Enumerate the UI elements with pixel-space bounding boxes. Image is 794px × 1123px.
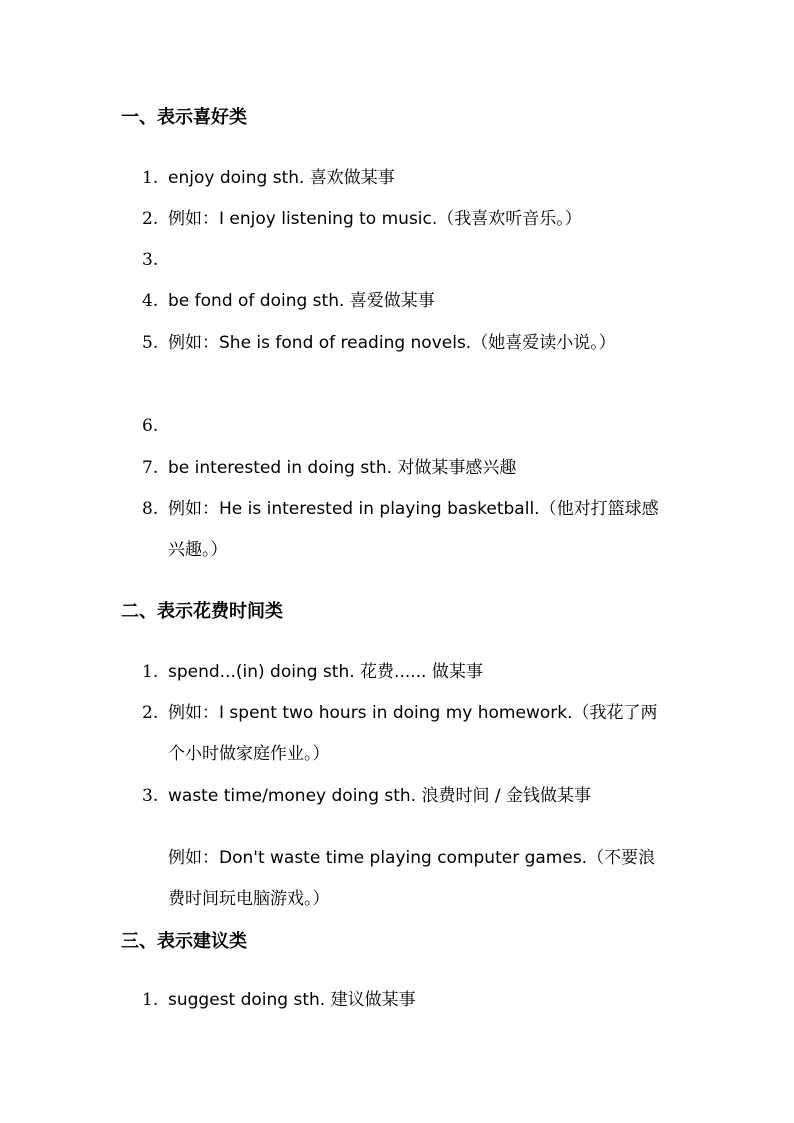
list-text: 例如：She is fond of reading novels.（她喜爱读小说。）	[168, 333, 616, 353]
list-number: 6.	[142, 416, 159, 436]
list-item	[142, 199, 672, 240]
list-item	[142, 776, 672, 817]
list-item	[142, 158, 672, 199]
section-heading-preferences: 一、表示喜好类	[121, 107, 247, 128]
list-number: 1.	[142, 662, 159, 682]
list-number: 8.	[142, 499, 159, 519]
list-text: enjoy doing sth. 喜欢做某事	[168, 168, 395, 188]
list-text: 例如：He is interested in playing basketball.（他对打篮球感兴趣。）	[168, 499, 659, 560]
list-text: 例如：I spent two hours in doing my homework.（我花了两个小时做家庭作业。）	[168, 703, 658, 764]
list-number: 3.	[142, 786, 159, 806]
list-number: 3.	[142, 250, 159, 270]
list-item	[142, 323, 672, 364]
list-item	[142, 980, 672, 1021]
list-number: 1.	[142, 168, 159, 188]
list-text: suggest doing sth. 建议做某事	[168, 990, 416, 1010]
list-number: 2.	[142, 703, 159, 723]
list-item	[142, 281, 672, 322]
list-text: be interested in doing sth. 对做某事感兴趣	[168, 458, 517, 478]
list-number: 2.	[142, 209, 159, 229]
section-heading-time-spending: 二、表示花费时间类	[121, 601, 283, 622]
list-text: 例如：I enjoy listening to music.（我喜欢听音乐。）	[168, 209, 582, 229]
list-item	[142, 489, 672, 571]
list-item	[142, 652, 672, 693]
list-text: be fond of doing sth. 喜爱做某事	[168, 291, 435, 311]
list-text: waste time/money doing sth. 浪费时间 / 金钱做某事	[168, 786, 592, 806]
list-number: 1.	[142, 990, 159, 1010]
section-heading-suggestions: 三、表示建议类	[121, 931, 247, 952]
list-item	[142, 693, 672, 775]
list-number: 5.	[142, 333, 159, 353]
list-number: 4.	[142, 291, 159, 311]
list-number: 7.	[142, 458, 159, 478]
list-text: spend...(in) doing sth. 花费...... 做某事	[168, 662, 483, 682]
example-sentence: 例如：Don't waste time playing computer games.（不要浪费时间玩电脑游戏。）	[168, 848, 656, 909]
list-item	[142, 448, 672, 489]
